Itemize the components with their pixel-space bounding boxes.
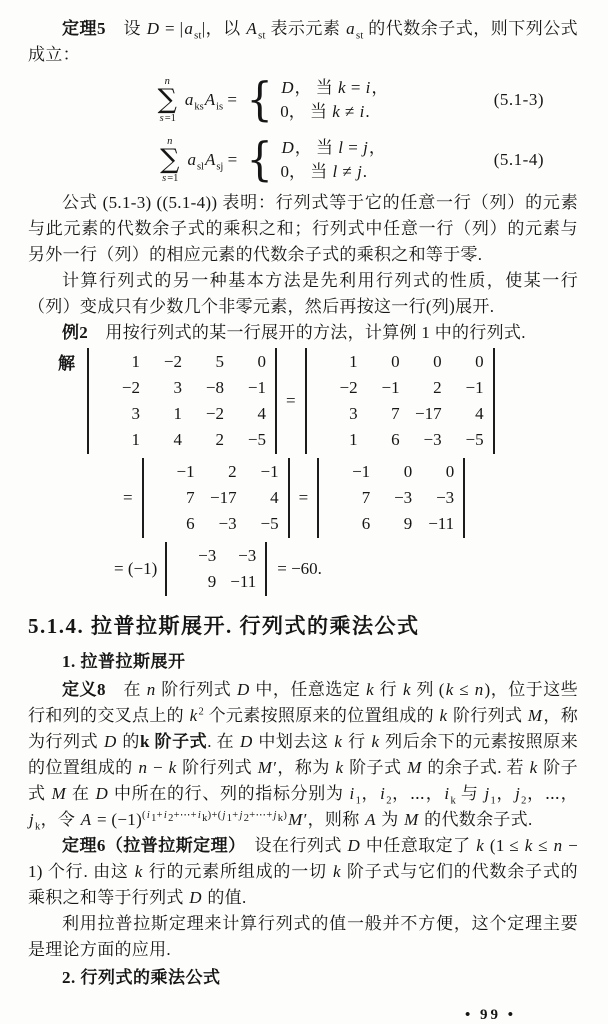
cases-lines — [280, 76, 388, 124]
method-paragraph: 计算行列式的另一种基本方法是先利用行列式的性质，使某一行（列）变成只有少数几个非零元素，然后再按这一行(列)展开. — [28, 271, 578, 316]
equals-sign: = — [123, 488, 133, 507]
sigma-icon: ∑ — [160, 144, 180, 176]
definition8-paragraph: 定义8 在 n 阶行列式 D 中，任意选定 k 行 k 列 (k ≤ n)，位于这些行和列的交叉点上的 $k^2$ 个元素按照原来的位置组成的 k 阶行列式 M，称为行列式 D 的k 阶子式. 在 D 中划去这 k 行 k 列后余下的元素按照原来的位置组成的 n − k 阶行列式 M′，称为 k 阶子式 M 的余子式. 若 k 阶子式 M 在 D 中所在的行、列的指标分别为 $i_1$，$i_2$，⋯，$i_k$ 与 $j_1$，$j_2$，⋯，$j_k$，令 $A = (-1)^{(i_1+i_2+\cdots+i_k)+(j_1+j_2+\cdots+j_k)}M'$，则称 A 为 M 的代数余子式. — [28, 680, 579, 833]
subsection-1-heading: 1. 拉普拉斯展开 — [62, 652, 186, 671]
explanation-paragraph: 公式 (5.1-3) ((5.1-4)) 表明：行列式等于它的任意一行（列）的元素与此元素的代数余子式的乘积之和；行列式中任意一行（列）的元素与另外一行（列）的相应元素的代数余子式的乘积之和等于零. — [28, 193, 578, 264]
formula-terms: $a_{sl}A_{sj}$ = — [187, 149, 238, 173]
page-number: • 99 • — [464, 1007, 516, 1023]
case-line-1: D， 当 l = j， — [281, 137, 386, 157]
case-line-2: 0， 当 k ≠ i. — [280, 101, 370, 121]
result-value: = −60. — [277, 559, 322, 578]
summation-symbol — [158, 76, 177, 125]
solution-line-1 — [58, 348, 578, 454]
formula-terms: $a_{ks}A_{is}$ = — [184, 89, 237, 113]
solution-line-3 — [114, 542, 578, 596]
formula-5-1-3-body — [157, 72, 389, 127]
equation-number: (5.1-4) — [493, 150, 544, 169]
sum-lower-limit: s=1 — [162, 172, 179, 184]
factor-prefix: = (−1) — [114, 559, 158, 578]
cases-brace: { — [246, 132, 274, 187]
determinant-2x2: −3 −3 9 −11 — [165, 542, 267, 596]
determinant-4x4-original: 1 −2 5 0 −2 3 −8 −1 3 1 −2 4 1 4 2 −5 — [87, 348, 277, 454]
solution-line-2 — [114, 458, 578, 538]
determinant-3x3: −1 2 −1 7 −17 4 6 −3 −5 — [142, 458, 290, 538]
equals-sign: = — [286, 391, 296, 410]
sum-upper-limit: n — [164, 75, 170, 87]
formula-5-1-4 — [28, 132, 578, 188]
sum-lower-limit: s=1 — [159, 112, 176, 124]
theorem6-paragraph: 定理6（拉普拉斯定理） 设在行列式 D 中任意取定了 k (1 ≤ k ≤ n − 1) 个行. 由这 k 行的元素所组成的一切 k 阶子式与它们的代数余子式的乘积之和等于行列式 D 的值. — [28, 836, 579, 907]
equals-sign: = — [298, 488, 309, 507]
solution-block — [28, 348, 578, 596]
case-line-2: 0， 当 l ≠ j. — [280, 161, 368, 181]
remark-paragraph: 利用拉普拉斯定理来计算行列式的值一般并不方便，这个定理主要是理论方面的应用. — [28, 914, 578, 959]
theorem5-paragraph: 定理5 设 $D = |a_{st}|$，以 $A_{st}$ 表示元素 $a_{st}$ 的代数余子式，则下列公式成立： — [28, 19, 578, 64]
equation-number: (5.1-3) — [493, 90, 544, 109]
subsection-2-heading: 2. 行列式的乘法公式 — [62, 968, 221, 987]
solution-label: 解 — [58, 354, 75, 373]
section-heading-5-1-4: 5.1.4. 拉普拉斯展开. 行列式的乘法公式 — [28, 614, 420, 638]
summation-symbol — [160, 136, 179, 185]
case-line-1: D， 当 k = i， — [281, 77, 389, 97]
cases-lines — [280, 136, 385, 184]
formula-5-1-3 — [28, 72, 578, 128]
sum-upper-limit: n — [167, 135, 173, 147]
sigma-icon: ∑ — [157, 84, 177, 116]
example2-paragraph: 例2 用按行列式的某一行展开的方法，计算例 1 中的行列式. — [62, 323, 526, 342]
determinant-4x4-reduced: 1 0 0 0 −2 −1 2 −1 3 7 −17 4 1 6 −3 −5 — [305, 348, 495, 454]
cases-brace: { — [246, 72, 273, 127]
determinant-3x3-reduced: −1 0 0 7 −3 −3 6 9 −11 — [317, 458, 465, 538]
formula-5-1-4-body — [160, 132, 386, 187]
